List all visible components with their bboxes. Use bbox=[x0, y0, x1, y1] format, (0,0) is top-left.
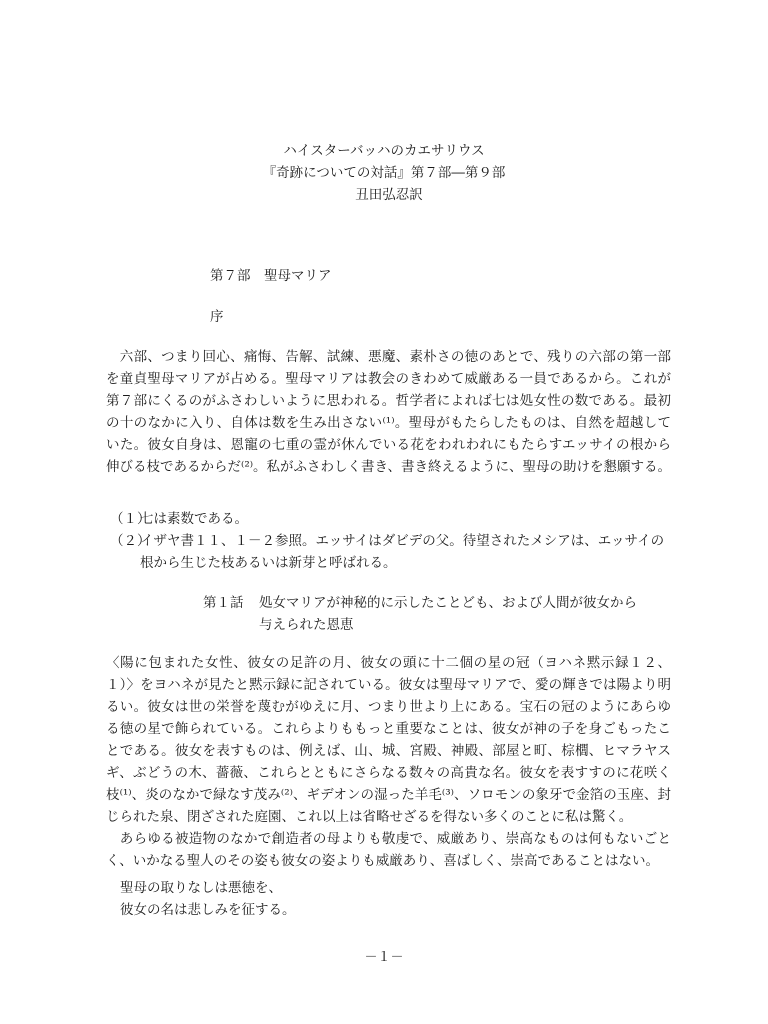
dialogue-title-line1: 処女マリアが神秘的に示したことども、および人間が彼女から bbox=[259, 595, 637, 611]
note-text: イザヤ書１１、１－２参照。エッサイはダビデの父。待望されたメシアは、エッサイの根から生じた枝あるいは新芽と呼ばれる。 bbox=[140, 533, 665, 571]
page-number: －１－ bbox=[364, 950, 404, 965]
dialogue-heading bbox=[203, 592, 683, 636]
dialogue-paragraph-1: 〈陽に包まれた女性、彼女の足許の月、彼女の頭に十二個の星の冠（ヨハネ黙示録１２、１）〉をヨハネが見たと黙示録に記されている。彼女は聖母マリアで、愛の輝きでは陽より明るい。彼女は世の栄誉を蔑むがゆえに月、つまり世より上にある。宝石の冠のようにあらゆる徳の星で飾られている。これらよりももっと重要なことは、彼女が神の子を身ごもったことである。彼女を表すものは、例えば、山、城、宮殿、神殿、部屋と町、棕櫚、ヒマラヤスギ、ぶどうの木、薔薇、これらとともにさらなる数々の高貴な名。彼女を表すすのに花咲く枝⁽¹⁾、炎のなかで緑なす茂み⁽²⁾、ギデオンの湿った羊毛⁽³⁾、ソロモンの象牙で金箔の玉座、封じられた泉、閉ざされた庭園、これ以上は省略せざるを得ない多くのことに私は驚く。 bbox=[106, 655, 671, 825]
title-block bbox=[0, 140, 768, 206]
dialogue-title-line2: 与えられた恩恵 bbox=[259, 617, 354, 633]
note-number: （１） bbox=[110, 511, 151, 527]
work-title: ハイスターバッハのカエサリウス bbox=[283, 143, 485, 159]
preface-paragraph bbox=[106, 346, 671, 478]
preface-notes bbox=[110, 508, 670, 574]
translator-name: 丑田弘忍訳 bbox=[355, 187, 423, 203]
verse-block bbox=[120, 877, 296, 921]
dialogue-number: 第１話 bbox=[203, 595, 244, 611]
dialogue-body bbox=[106, 652, 671, 872]
note-item bbox=[110, 530, 670, 574]
dialogue-paragraph-2: あらゆる被造物のなかで創造者の母よりも敬虔で、威厳あり、崇高なものは何もないごとく、いかなる聖人のその姿も彼女の姿よりも威厳あり、喜ばしく、崇高であることはない。 bbox=[106, 831, 671, 869]
part-heading: 第７部 聖母マリア bbox=[210, 268, 332, 284]
note-number: （２） bbox=[110, 533, 151, 549]
preface-text: 六部、つまり回心、痛悔、告解、試練、悪魔、素朴さの徳のあとで、残りの六部の第一部を童貞聖母マリアが占める。聖母マリアは教会のきわめて威厳ある一員であるから。これが第７部にくるのがふさわしいように思われる。哲学者によれば七は処女性の数である。最初の十のなかに入り、自体は数を生み出さない⁽¹⁾。聖母がもたらしたものは、自然を超越していた。彼女自身は、恩寵の七重の霊が休んでいる花をわれわれにもたらすエッサイの根から伸びる枝であるからだ⁽²⁾。私がふさわしく書き、書き終えるように、聖母の助けを懇願する。 bbox=[106, 349, 672, 475]
work-subtitle: 『奇跡についての対話』第７部―第９部 bbox=[262, 165, 506, 181]
preface-heading: 序 bbox=[210, 309, 224, 325]
verse-line: 彼女の名は悲しみを征する。 bbox=[120, 902, 296, 918]
verse-line: 聖母の取りなしは悪徳を、 bbox=[120, 880, 282, 896]
note-text: 七は素数である。 bbox=[140, 511, 248, 527]
note-item bbox=[110, 508, 670, 530]
